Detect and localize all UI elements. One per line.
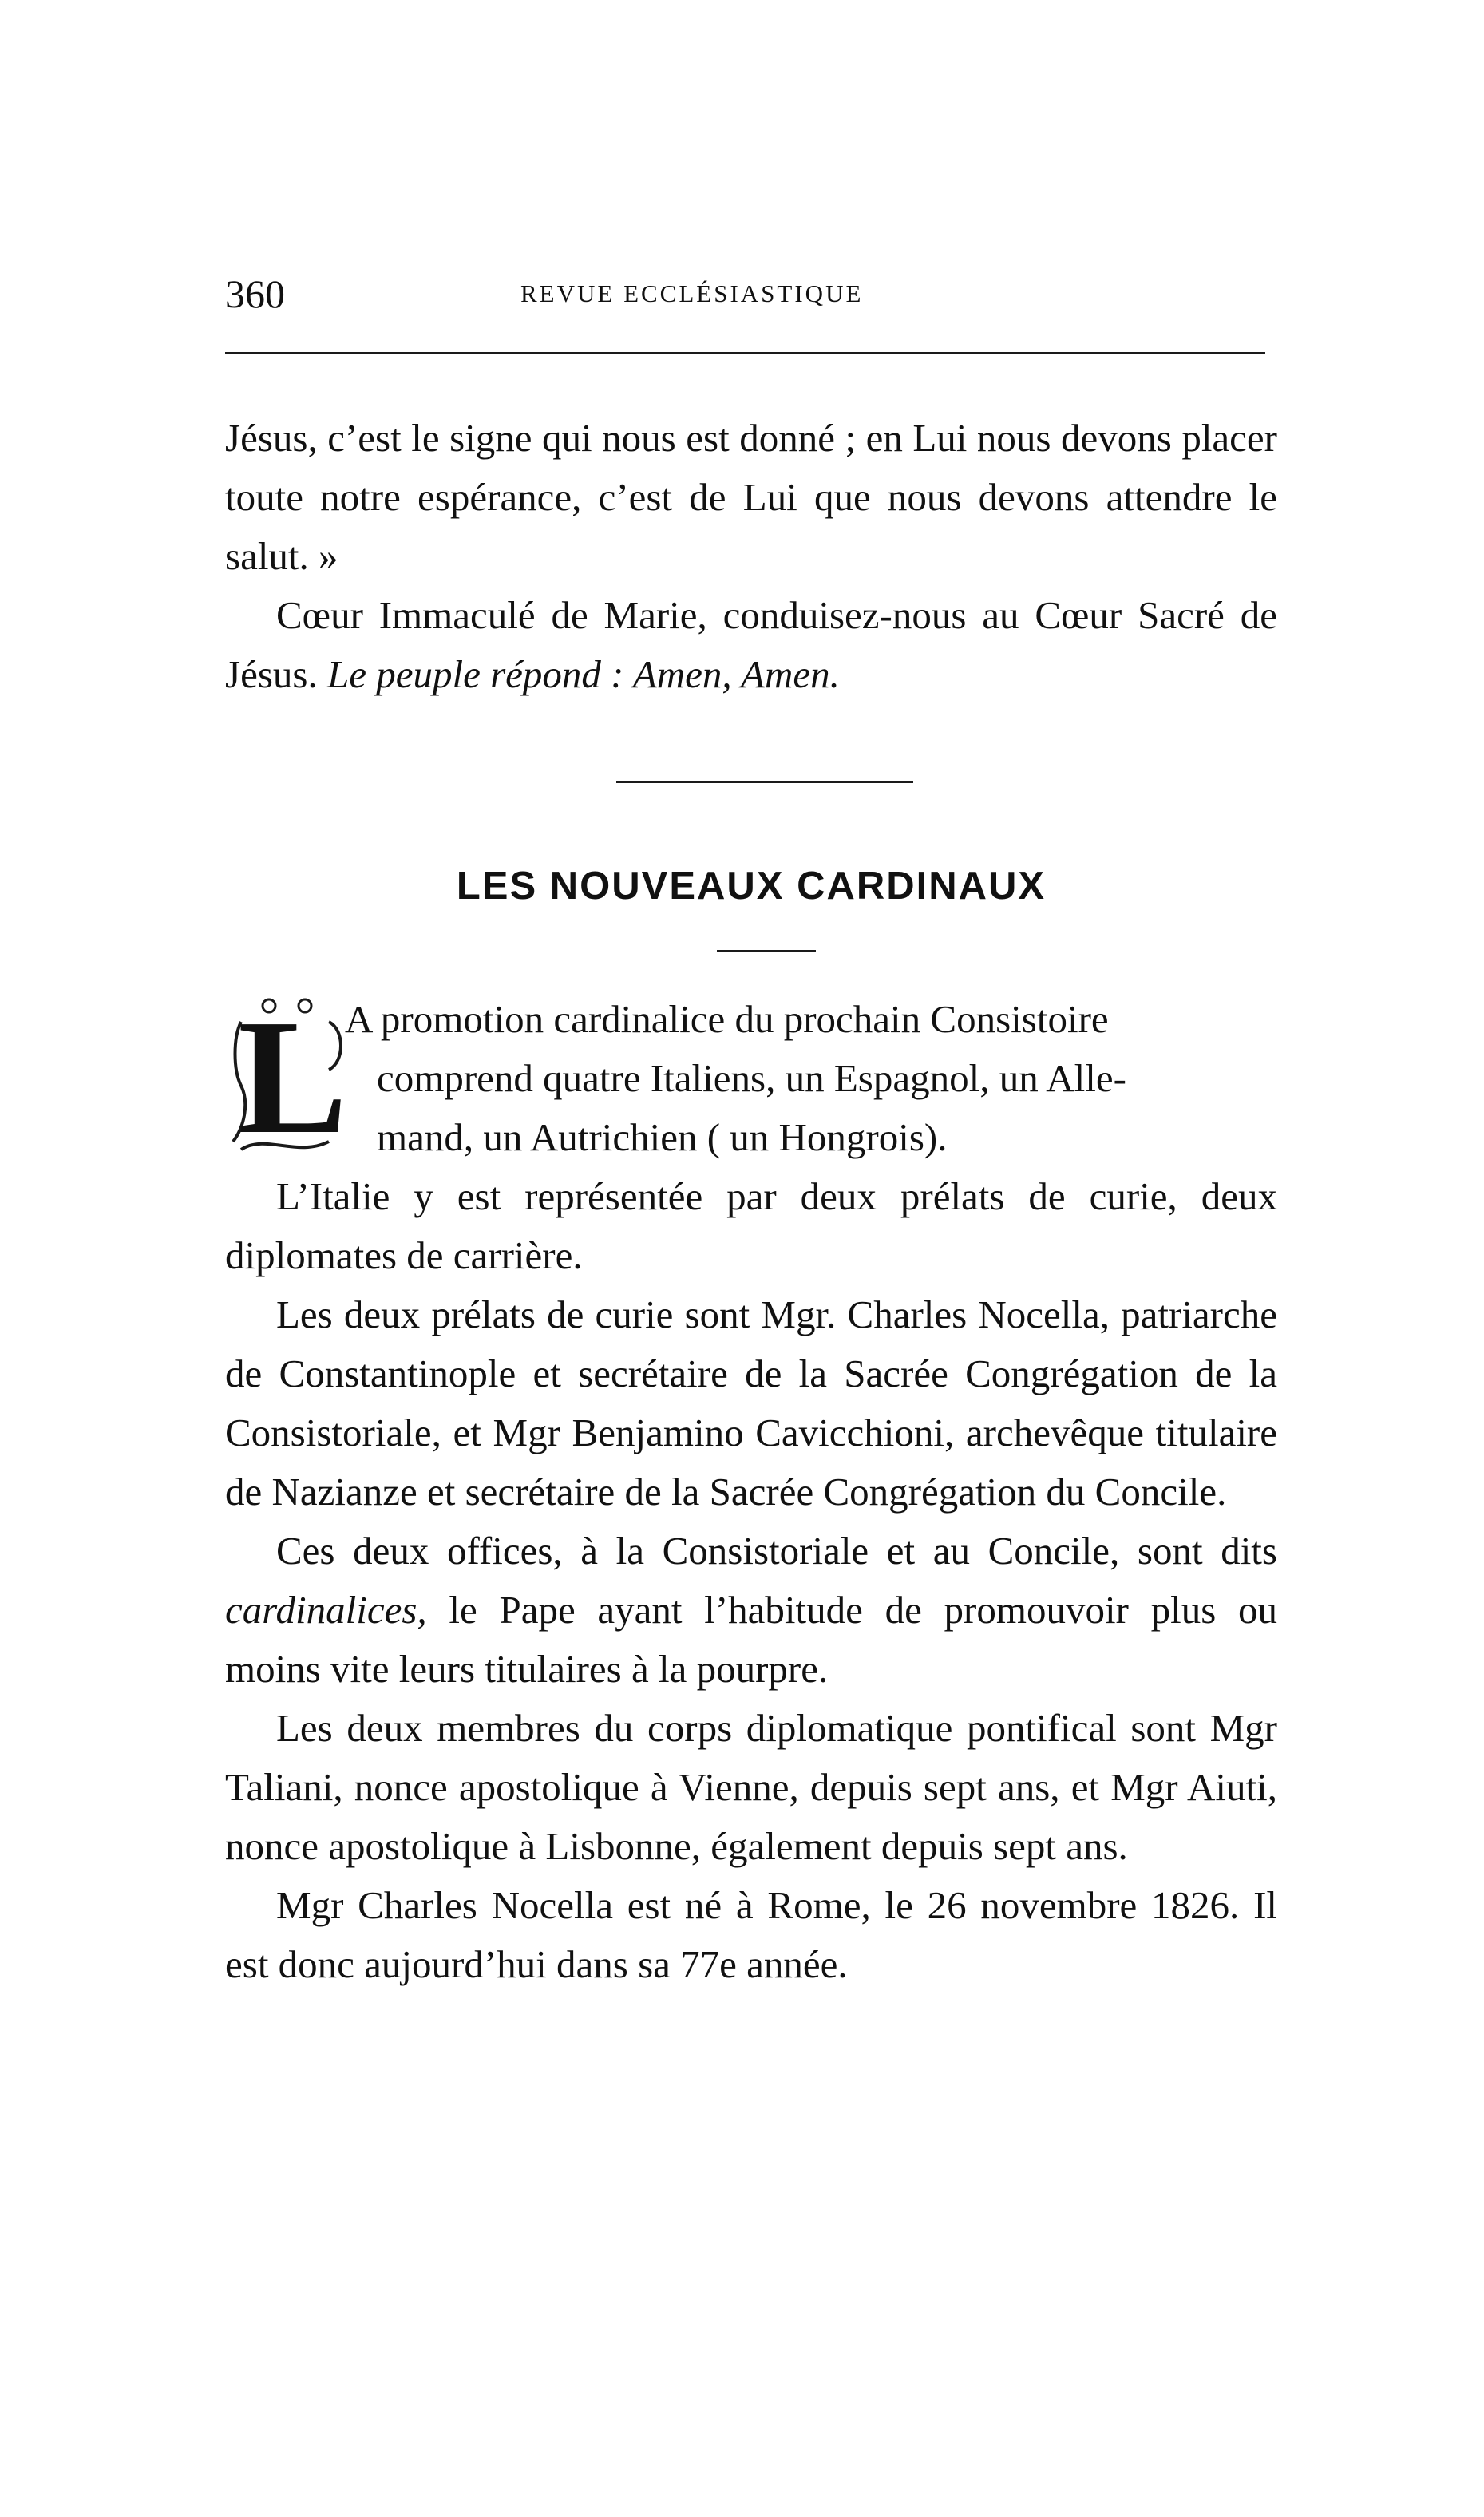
paragraph-quote-end: Jésus, c’est le signe qui nous est donné ; en Lui nous devons placer toute notre espérance, c’est de Lui que nous devons attendre le salut. »	[225, 416, 1277, 578]
page-header	[225, 270, 1277, 318]
dropcap-line-3: mand, un Autrichien ( un Hongrois).	[377, 1115, 948, 1159]
paragraph-italy: L’Italie y est représentée par deux prélats de curie, deux diplomates de carrière.	[225, 1174, 1277, 1277]
header-rule	[225, 352, 1265, 354]
running-head: REVUE ECCLÉSIASTIQUE	[520, 279, 864, 307]
paragraph-offices	[225, 1522, 1277, 1699]
offices-text-b: le Pape ayant l’habitude de promouvoir plus ou moins vite leurs titulaires à la pourpre.	[225, 1588, 1278, 1691]
page-number: 360	[225, 271, 285, 316]
paragraph-curia-prelates: Les deux prélats de curie sont Mgr. Charles Nocella, patriarche de Constantinople et secrétaire de la Sacrée Congrégation de la Consistoriale, et Mgr Benjamino Cavicchioni, archevêque titulaire de Nazianze et secrétaire de la Sacrée Congrégation du Concile.	[225, 1292, 1277, 1514]
title-underline-rule	[717, 950, 816, 952]
dropcap-line-1: A promotion cardinalice du prochain Consistoire	[345, 997, 1109, 1041]
body-text-block	[225, 1167, 1277, 1994]
paragraph-nocella: Mgr Charles Nocella est né à Rome, le 26 novembre 1826. Il est donc aujourd’hui dans sa 77e année.	[225, 1883, 1277, 1986]
dropcap-letter: L	[238, 985, 348, 1168]
paragraph-invocation	[225, 586, 1277, 704]
dropcap-line-2: comprend quatre Italiens, un Espagnol, un Alle-	[377, 1056, 1126, 1100]
top-text-block	[225, 409, 1277, 704]
ornamental-dropcap	[225, 985, 361, 1168]
section-title: LES NOUVEAUX CARDINAUX	[456, 865, 1047, 908]
invocation-text: Cœur Immaculé de Marie, conduisez-nous au Cœur Sacré de Jésus.	[225, 593, 1277, 696]
invocation-response: Le peuple répond : Amen, Amen.	[326, 652, 840, 696]
section-divider-rule	[616, 781, 913, 783]
paragraph-diplomats: Les deux membres du corps diplomatique pontifical sont Mgr Taliani, nonce apostolique à Vienne, depuis sept ans, et Mgr Aiuti, nonce apostolique à Lisbonne, également depuis sept ans.	[225, 1706, 1277, 1868]
offices-italic: cardinalices,	[225, 1588, 427, 1632]
offices-text-a: Ces deux offices, à la Consistoriale et au Concile, sont dits	[276, 1529, 1277, 1573]
